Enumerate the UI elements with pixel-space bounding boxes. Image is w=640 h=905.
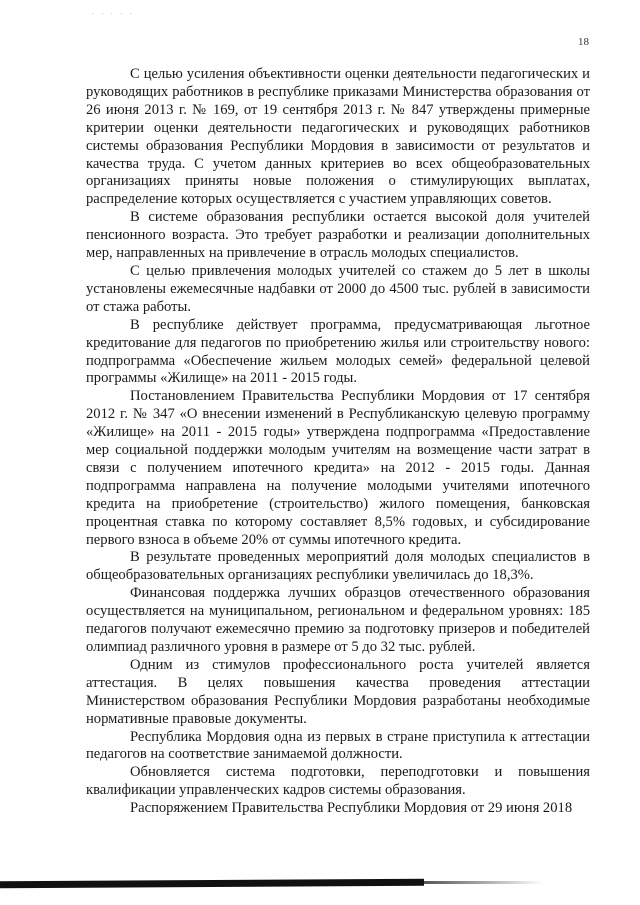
paragraph: С целью привлечения молодых учителей со стажем до 5 лет в школы установлены ежемесячные надбавки от 2000 до 4500 тыс. рублей в зависимости от стажа работы. [86, 262, 590, 315]
paragraph: В результате проведенных мероприятий доля молодых специалистов в общеобразовательных организациях республики увеличилась до 18,3%. [86, 549, 590, 584]
paragraph: Постановлением Правительства Республики Мордовия от 17 сентября 2012 г. № 347 «О внесении изменений в Республиканскую целевую программу «Жилище» на 2011 - 2015 годы» утверждена подпрограмма «Предоставление мер социальной поддержки молодым учителям на возмещение части затрат в связи с получением ипотечного кредита» на 2012 - 2015 годы. Данная подпрограмма направлена на получение молодыми учителями ипотечного кредита на приобретение (строительство) жилого помещения, банковская процентная ставка по которому составляет 8,5% годовых, и субсидирование первого взноса в объеме 20% от суммы ипотечного кредита. [86, 388, 590, 548]
paragraph: Распоряжением Правительства Республики Мордовия от 29 июня 2018 [130, 800, 573, 817]
paragraph: Финансовая поддержка лучших образцов отечественного образования осуществляется на муниципальном, региональном и федеральном уровнях: 185 педагогов получают ежемесячно премию за подготовку призеров и победителей олимпиад различного уровня в размере от 5 до 32 тыс. рублей. [86, 585, 590, 655]
document-body [86, 66, 590, 818]
paragraph: Республика Мордовия одна из первых в стране приступила к аттестации педагогов на соответствие занимаемой должности. [86, 728, 590, 763]
paragraph: Обновляется система подготовки, переподготовки и повышения квалификации управленческих кадров системы образования. [86, 764, 590, 799]
scan-edge-bar [0, 879, 424, 889]
scan-marks: . . . . . [92, 8, 135, 16]
paragraph: В республике действует программа, предусматривающая льготное кредитование для педагогов по приобретению жилья или строительству нового: подпрограмма «Обеспечение жильем молодых семей» федеральной целевой программы «Жилище» на 2011 - 2015 годы. [86, 316, 590, 387]
scan-edge-fade [424, 881, 544, 884]
paragraph: Одним из стимулов профессионального роста учителей является аттестация. В целях повышения качества проведения аттестации Министерством образования Республики Мордовия разработаны необходимые нормативные правовые документы. [86, 656, 590, 727]
paragraph: С целью усиления объективности оценки деятельности педагогических и руководящих работников в республике приказами Министерства образования от 26 июня 2013 г. № 169, от 19 сентября 2013 г. № 847 утверждены примерные критерии оценки деятельности педагогических и руководящих работников системы образования Республики Мордовия в зависимости от результатов и качества труда. С учетом данных критериев во всех общеобразовательных организациях приняты новые положения о стимулирующих выплатах, распределение которых осуществляется с участием управляющих советов. [86, 66, 590, 208]
paragraph: В системе образования республики остается высокой доля учителей пенсионного возраста. Это требует разработки и реализации дополнительных мер, направленных на привлечение в отрасль молодых специалистов. [86, 209, 590, 262]
page-number: 18 [578, 36, 589, 48]
